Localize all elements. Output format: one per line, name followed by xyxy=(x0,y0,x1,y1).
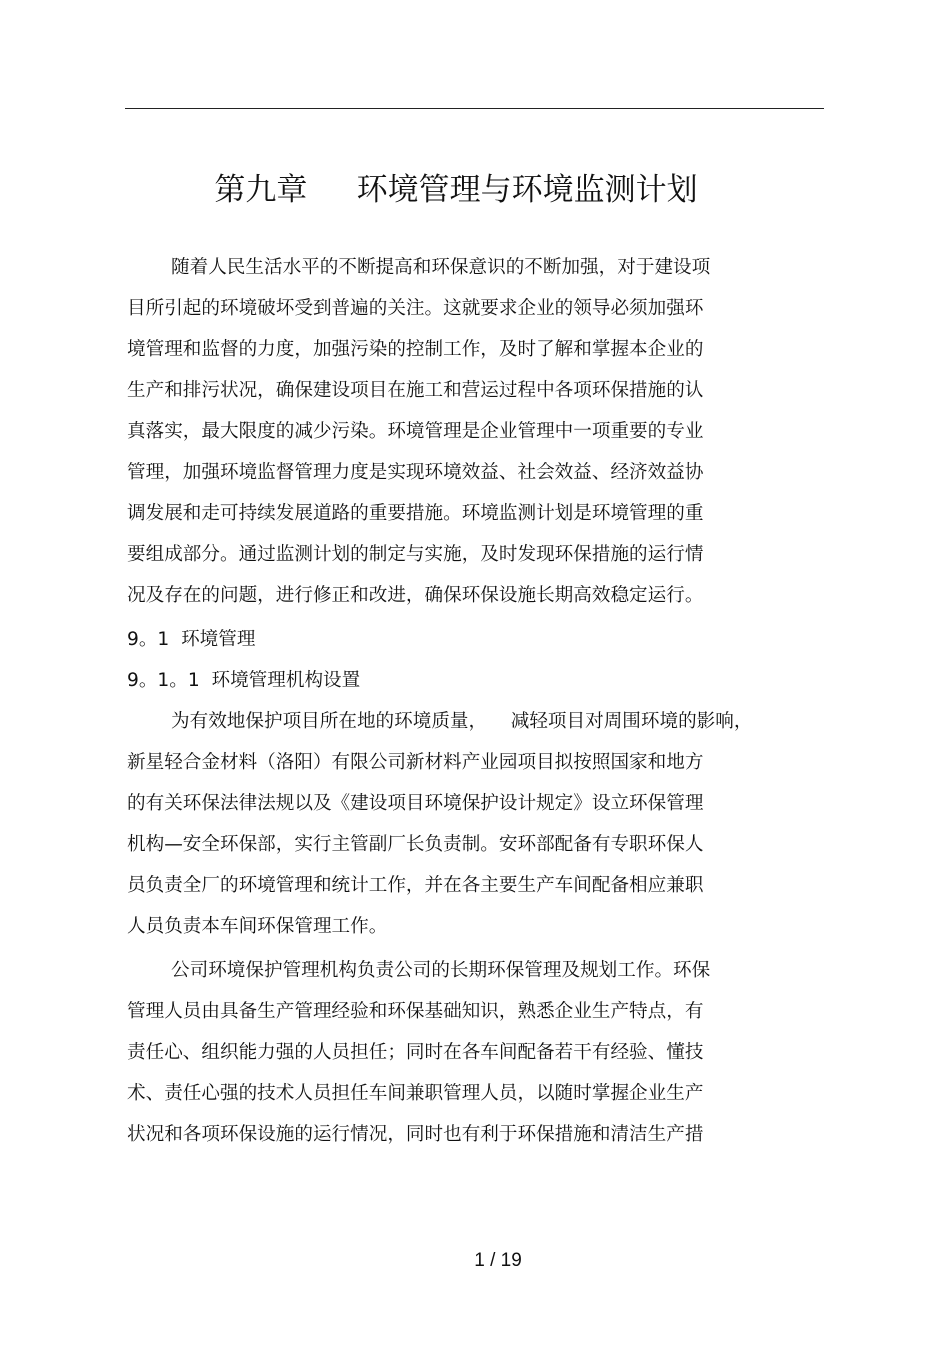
paragraph-1-line-8: 要组成部分。通过监测计划的制定与实施，及时发现环保措施的运行情 xyxy=(127,544,704,565)
paragraph-3-line-2: 管理人员由具备生产管理经验和环保基础知识，熟悉企业生产特点，有 xyxy=(127,1001,704,1022)
paragraph-1-line-1: 随着人民生活水平的不断提高和环保意识的不断加强，对于建设项 xyxy=(171,257,711,278)
paragraph-2-line-6: 人员负责本车间环保管理工作。 xyxy=(127,916,388,937)
paragraph-1-line-9: 况及存在的问题，进行修正和改进，确保环保设施长期高效稳定运行。 xyxy=(127,585,704,606)
paragraph-1-line-3: 境管理和监督的力度，加强污染的控制工作，及时了解和掌握本企业的 xyxy=(127,339,704,360)
section-heading-9-1: 9。1 环境管理 xyxy=(127,629,256,650)
paragraph-2-line-3: 的有关环保法律法规以及《建设项目环境保护设计规定》设立环保管理 xyxy=(127,793,704,814)
paragraph-1-line-5: 真落实，最大限度的减少污染。环境管理是企业管理中一项重要的专业 xyxy=(127,421,704,442)
paragraph-3-line-4: 术、责任心强的技术人员担任车间兼职管理人员，以随时掌握企业生产 xyxy=(127,1083,704,1104)
paragraph-1-line-7: 调发展和走可持续发展道路的重要措施。环境监测计划是环境管理的重 xyxy=(127,503,704,524)
paragraph-2-line-1: 为有效地保护项目所在地的环境质量， 减轻项目对周围环境的影响， xyxy=(171,711,753,732)
section-heading-9-1-1: 9。1。1 环境管理机构设置 xyxy=(127,670,361,691)
paragraph-3-line-5: 状况和各项环保设施的运行情况，同时也有利于环保措施和清洁生产措 xyxy=(127,1124,704,1145)
header-rule xyxy=(125,108,824,109)
paragraph-3-line-1: 公司环境保护管理机构负责公司的长期环保管理及规划工作。环保 xyxy=(171,960,711,981)
chapter-title: 第九章 环境管理与环境监测计划 xyxy=(214,172,698,208)
paragraph-1-line-2: 目所引起的环境破坏受到普遍的关注。这就要求企业的领导必须加强环 xyxy=(127,298,704,319)
page-number: 1 / 19 xyxy=(474,1250,522,1271)
paragraph-3-line-3: 责任心、组织能力强的人员担任；同时在各车间配备若干有经验、懂技 xyxy=(127,1042,704,1063)
paragraph-2-line-2: 新星轻合金材料（洛阳）有限公司新材料产业园项目拟按照国家和地方 xyxy=(127,752,704,773)
paragraph-2-line-5: 员负责全厂的环境管理和统计工作，并在各主要生产车间配备相应兼职 xyxy=(127,875,704,896)
paragraph-2-line-4: 机构—安全环保部，实行主管副厂长负责制。安环部配备有专职环保人 xyxy=(127,834,704,855)
paragraph-1-line-4: 生产和排污状况，确保建设项目在施工和营运过程中各项环保措施的认 xyxy=(127,380,704,401)
paragraph-1-line-6: 管理，加强环境监督管理力度是实现环境效益、社会效益、经济效益协 xyxy=(127,462,704,483)
